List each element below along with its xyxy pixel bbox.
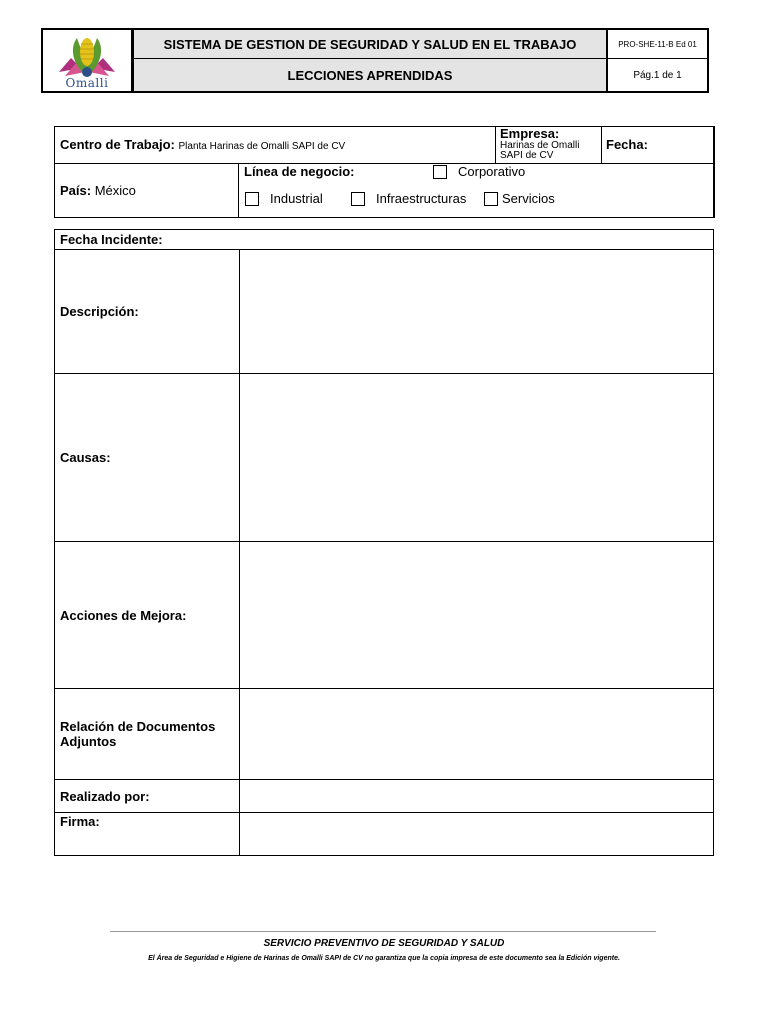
industrial-checkbox[interactable] bbox=[245, 192, 259, 206]
realizado-field[interactable] bbox=[240, 780, 713, 812]
corporativo-label: Corporativo bbox=[458, 164, 526, 179]
firma-label: Firma: bbox=[55, 813, 240, 855]
empresa-cell[interactable] bbox=[495, 126, 602, 164]
acciones-field[interactable] bbox=[240, 542, 713, 688]
relacion-field[interactable] bbox=[240, 689, 713, 779]
company-logo bbox=[41, 28, 132, 93]
pais-cell[interactable] bbox=[54, 163, 239, 218]
lessons-form bbox=[54, 229, 714, 856]
acciones-label: Acciones de Mejora: bbox=[55, 542, 240, 688]
fecha-incidente-row[interactable] bbox=[54, 229, 714, 250]
realizado-label: Realizado por: bbox=[55, 780, 240, 812]
empresa-value-2: SAPI de CV bbox=[500, 150, 554, 161]
descripcion-field[interactable] bbox=[240, 250, 713, 373]
corporativo-checkbox[interactable] bbox=[433, 165, 447, 179]
servicios-label: Servicios bbox=[502, 191, 555, 206]
pais-label: País: bbox=[60, 183, 92, 198]
acciones-row bbox=[54, 541, 714, 689]
document-title: LECCIONES APRENDIDAS bbox=[132, 58, 608, 93]
causas-row bbox=[54, 373, 714, 542]
footer-title: SERVICIO PREVENTIVO DE SEGURIDAD Y SALUD bbox=[263, 938, 505, 949]
infraestructuras-checkbox[interactable] bbox=[351, 192, 365, 206]
fecha-cell[interactable] bbox=[601, 126, 715, 164]
infraestructuras-label: Infraestructuras bbox=[376, 191, 467, 206]
linea-label: Línea de negocio: bbox=[244, 164, 355, 179]
servicios-checkbox[interactable] bbox=[484, 192, 498, 206]
fecha-label: Fecha: bbox=[606, 137, 648, 152]
centro-cell[interactable] bbox=[54, 126, 496, 164]
causas-label: Causas: bbox=[55, 374, 240, 541]
descripcion-row bbox=[54, 249, 714, 374]
centro-value: Planta Harinas de Omalli SAPI de CV bbox=[178, 141, 346, 152]
relacion-label-line2: Adjuntos bbox=[60, 734, 117, 749]
footer-note: El Área de Seguridad e Higiene de Harinas de Omalli SAPI de CV no garantiza que la copia impresa de este documento sea la Edición vigente. bbox=[148, 955, 620, 962]
firma-field[interactable] bbox=[240, 813, 713, 855]
corn-logo-icon bbox=[51, 32, 123, 80]
descripcion-label: Descripción: bbox=[55, 250, 240, 373]
info-table bbox=[54, 126, 714, 218]
linea-cell bbox=[238, 163, 715, 218]
document-code: PRO-SHE-11-B Ed 01 bbox=[607, 28, 709, 59]
empresa-label: Empresa: bbox=[500, 126, 560, 141]
causas-field[interactable] bbox=[240, 374, 713, 541]
relacion-label-line1: Relación de Documentos bbox=[60, 719, 216, 734]
firma-row bbox=[54, 812, 714, 856]
page-indicator: Pág.1 de 1 bbox=[607, 58, 709, 93]
pais-value: México bbox=[94, 183, 136, 198]
realizado-row bbox=[54, 779, 714, 813]
relacion-row bbox=[54, 688, 714, 780]
relacion-label bbox=[55, 689, 240, 779]
logo-wordmark: Omalli bbox=[65, 76, 109, 90]
industrial-label: Industrial bbox=[270, 191, 323, 206]
system-title: SISTEMA DE GESTION DE SEGURIDAD Y SALUD EN EL TRABAJO bbox=[132, 28, 608, 59]
centro-label: Centro de Trabajo: bbox=[60, 137, 175, 152]
fecha-incidente-label: Fecha Incidente: bbox=[60, 232, 163, 247]
footer-divider bbox=[110, 931, 656, 932]
empresa-value-1: Harinas de Omalli bbox=[500, 140, 580, 151]
